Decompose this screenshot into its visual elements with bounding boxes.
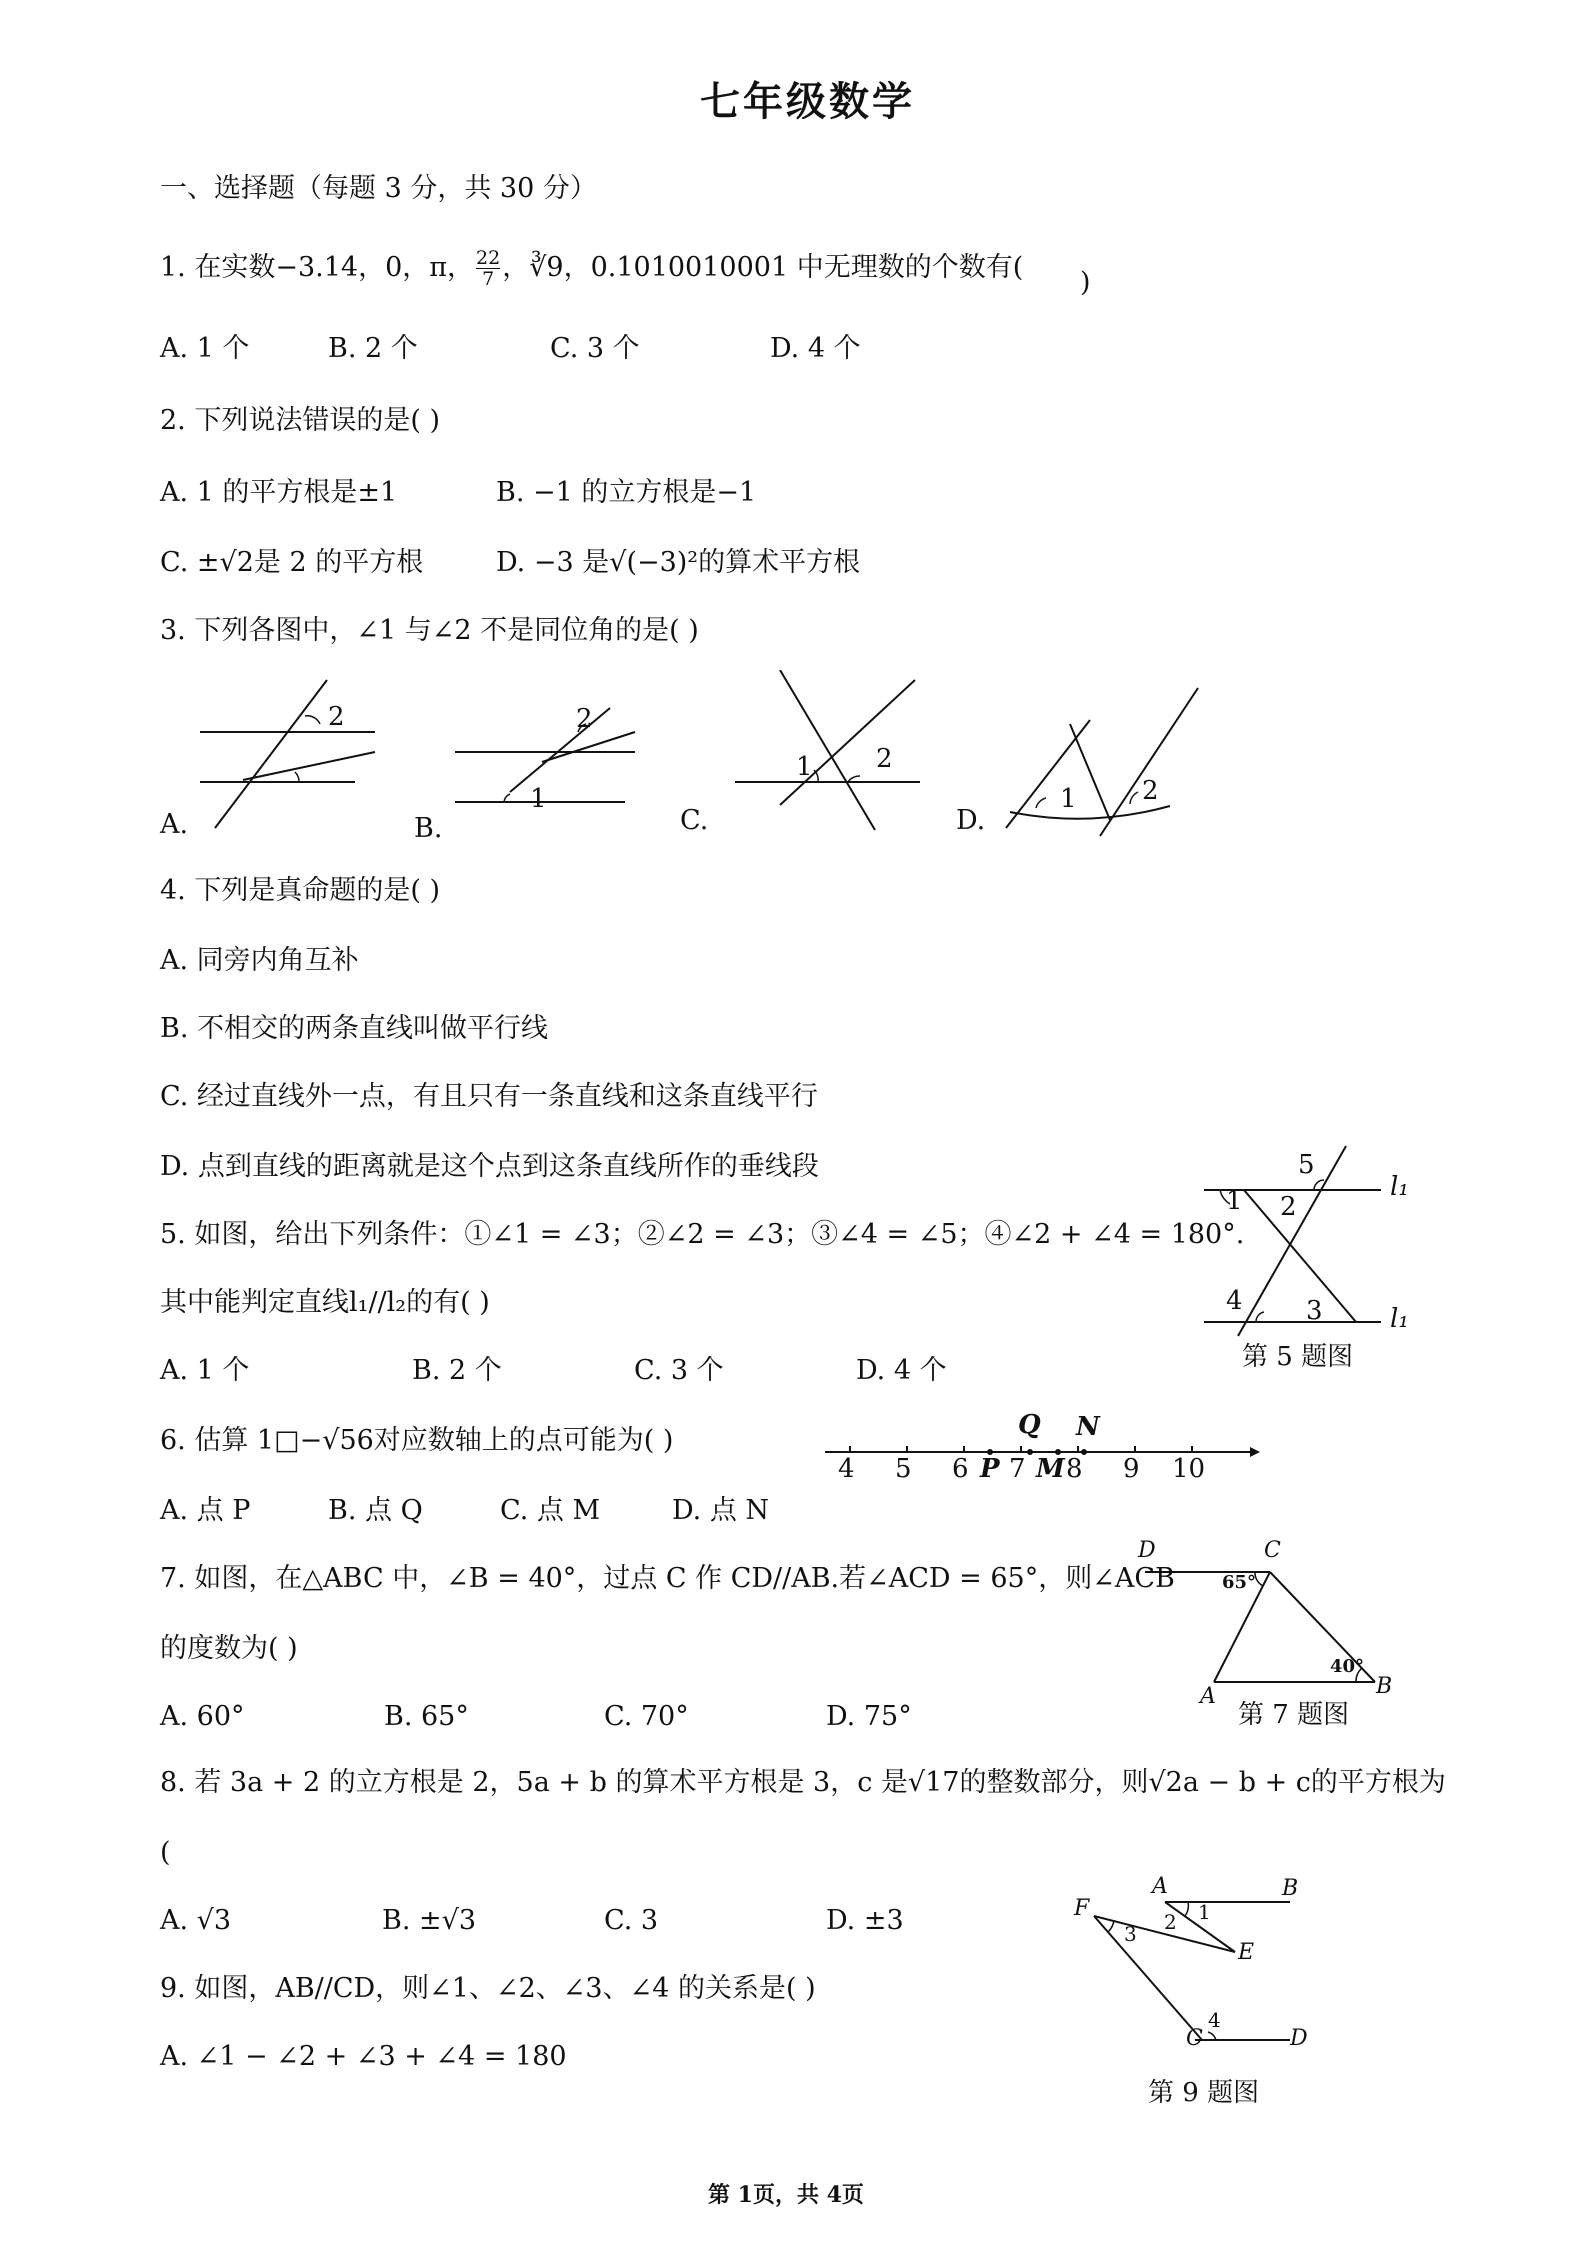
question-7-option-a: A. 60° — [160, 1701, 245, 1732]
question-3-figure-d — [1000, 680, 1210, 840]
question-2-option-d: D. −3 是√(−3)²的算术平方根 — [496, 547, 861, 578]
question-1-fraction — [476, 248, 500, 289]
figure-d-angle-2: 2 — [1142, 776, 1159, 806]
question-8-option-c: C. 3 — [604, 1905, 659, 1936]
question-1-option-c: C. 3 个 — [550, 333, 640, 364]
figure-b-label: B. — [414, 813, 443, 844]
q9-point-c: C — [1186, 2026, 1203, 2051]
figure-a-angle-2: 2 — [328, 702, 345, 732]
q5-angle-2: 2 — [1280, 1192, 1297, 1222]
question-3-figure-b — [450, 690, 650, 830]
question-4-stem: 4. 下列是真命题的是( ) — [160, 875, 440, 906]
question-1-option-d: D. 4 个 — [770, 333, 861, 364]
fraction-numerator: 22 — [476, 247, 501, 269]
question-9-stem: 9. 如图，AB//CD，则∠1、∠2、∠3、∠4 的关系是( ) — [160, 1973, 816, 2004]
axis-tick-9: 9 — [1123, 1454, 1140, 1484]
question-8-option-d: D. ±3 — [826, 1905, 904, 1936]
q7-point-a: A — [1200, 1684, 1216, 1709]
q9-point-d: D — [1290, 2026, 1308, 2051]
figure-d-label: D. — [956, 805, 986, 836]
q9-point-f: F — [1074, 1896, 1090, 1921]
question-7-stem-line2: 的度数为( ) — [160, 1633, 298, 1664]
q7-point-b: B — [1376, 1674, 1393, 1699]
q9-angle-3: 3 — [1124, 1922, 1137, 1946]
axis-tick-4: 4 — [838, 1454, 855, 1484]
question-1-paren-close: ) — [1080, 267, 1091, 298]
question-7-stem-line1: 7. 如图，在△ABC 中，∠B = 40°，过点 C 作 CD//AB.若∠ACD = 65°，则∠ACB — [160, 1563, 1175, 1594]
figure-c-angle-1: 1 — [796, 752, 813, 782]
q9-point-e: E — [1238, 1940, 1255, 1965]
axis-tick-7: 7 — [1009, 1454, 1026, 1484]
fraction-denominator: 7 — [482, 268, 495, 290]
question-2-option-b: B. −1 的立方根是−1 — [496, 477, 757, 508]
figure-c-angle-2: 2 — [876, 744, 893, 774]
question-5-option-b: B. 2 个 — [412, 1355, 502, 1386]
q9-angle-4: 4 — [1208, 2008, 1221, 2032]
figure-a-label: A. — [160, 809, 189, 840]
question-6-option-b: B. 点 Q — [328, 1495, 423, 1526]
q7-angle-65: 65° — [1222, 1572, 1257, 1593]
point-m-label: M — [1036, 1454, 1065, 1484]
question-5-caption: 第 5 题图 — [1242, 1342, 1354, 1372]
question-7-figure — [1140, 1552, 1400, 1702]
q5-angle-5: 5 — [1298, 1150, 1315, 1180]
section-heading: 一、选择题（每题 3 分，共 30 分） — [160, 173, 597, 204]
question-7-option-c: C. 70° — [604, 1701, 689, 1732]
axis-tick-6: 6 — [952, 1454, 969, 1484]
point-p-label: P — [980, 1454, 1000, 1484]
q9-point-a: A — [1152, 1874, 1168, 1899]
question-6-option-a: A. 点 P — [160, 1495, 251, 1526]
question-6-stem: 6. 估算 1□−√56对应数轴上的点可能为( ) — [160, 1425, 674, 1456]
question-4-option-d: D. 点到直线的距离就是这个点到这条直线所作的垂线段 — [160, 1151, 819, 1182]
q5-line-l1-top: l₁ — [1390, 1172, 1409, 1202]
figure-b-angle-1: 1 — [530, 784, 547, 814]
figure-c-label: C. — [680, 805, 709, 836]
question-5-option-d: D. 4 个 — [856, 1355, 947, 1386]
figure-d-angle-1: 1 — [1060, 784, 1077, 814]
question-6-option-c: C. 点 M — [500, 1495, 601, 1526]
question-2-stem: 2. 下列说法错误的是( ) — [160, 405, 440, 436]
question-1-option-a: A. 1 个 — [160, 333, 250, 364]
question-7-caption: 第 7 题图 — [1238, 1700, 1350, 1730]
q7-angle-40: 40° — [1330, 1656, 1365, 1677]
q9-point-b: B — [1282, 1876, 1299, 1901]
question-1-suffix: ，∛9，0.1010010001 中无理数的个数有( — [502, 252, 1024, 283]
question-8-stem: 8. 若 3a + 2 的立方根是 2，5a + b 的算术平方根是 3，c 是√17的整数部分，则√2a − b + c的平方根为 — [160, 1767, 1446, 1798]
q9-angle-1: 1 — [1198, 1900, 1211, 1924]
q5-line-l1-bottom: l₁ — [1390, 1304, 1409, 1334]
axis-tick-10: 10 — [1172, 1454, 1206, 1484]
question-2-option-a: A. 1 的平方根是±1 — [160, 477, 398, 508]
question-3-stem: 3. 下列各图中，∠1 与∠2 不是同位角的是( ) — [160, 615, 699, 646]
question-7-option-d: D. 75° — [826, 1701, 912, 1732]
q5-angle-4: 4 — [1226, 1286, 1243, 1316]
q9-angle-2: 2 — [1164, 1910, 1177, 1934]
question-7-option-b: B. 65° — [384, 1701, 469, 1732]
page-footer: 第 1页，共 4页 — [708, 2182, 864, 2208]
question-3-figure-a — [195, 670, 395, 840]
q5-angle-1: 1 — [1226, 1186, 1243, 1216]
question-4-option-c: C. 经过直线外一点，有且只有一条直线和这条直线平行 — [160, 1081, 818, 1112]
figure-b-angle-2: 2 — [576, 704, 593, 734]
question-1-prefix: 1. 在实数−3.14，0，π， — [160, 252, 475, 283]
point-q-label: Q — [1018, 1410, 1041, 1440]
question-3-figure-c — [730, 670, 930, 840]
question-9-option-a: A. ∠1 − ∠2 + ∠3 + ∠4 = 180 — [160, 2041, 567, 2072]
axis-tick-8: 8 — [1066, 1454, 1083, 1484]
page-title: 七年级数学 — [700, 78, 915, 125]
question-2-option-c: C. ±√2是 2 的平方根 — [160, 547, 424, 578]
q5-angle-3: 3 — [1306, 1296, 1323, 1326]
point-n-label: N — [1076, 1412, 1100, 1442]
question-8-option-b: B. ±√3 — [382, 1905, 477, 1936]
q7-point-d: D — [1138, 1538, 1156, 1563]
question-5-stem-line2: 其中能判定直线l₁//l₂的有( ) — [160, 1287, 490, 1318]
question-1-option-b: B. 2 个 — [328, 333, 418, 364]
question-5-stem-line1: 5. 如图，给出下列条件：①∠1 = ∠3；②∠2 = ∠3；③∠4 = ∠5；④∠2 + ∠4 = 180°. — [160, 1219, 1245, 1250]
question-9-caption: 第 9 题图 — [1148, 2078, 1260, 2108]
question-8-paren: ( — [160, 1837, 171, 1868]
question-1-stem — [160, 248, 1023, 289]
question-6-option-d: D. 点 N — [672, 1495, 770, 1526]
question-4-option-a: A. 同旁内角互补 — [160, 945, 359, 976]
axis-tick-5: 5 — [895, 1454, 912, 1484]
question-8-option-a: A. √3 — [160, 1905, 232, 1936]
q7-point-c: C — [1264, 1538, 1281, 1563]
question-4-option-b: B. 不相交的两条直线叫做平行线 — [160, 1013, 549, 1044]
question-5-option-c: C. 3 个 — [634, 1355, 724, 1386]
question-5-option-a: A. 1 个 — [160, 1355, 250, 1386]
